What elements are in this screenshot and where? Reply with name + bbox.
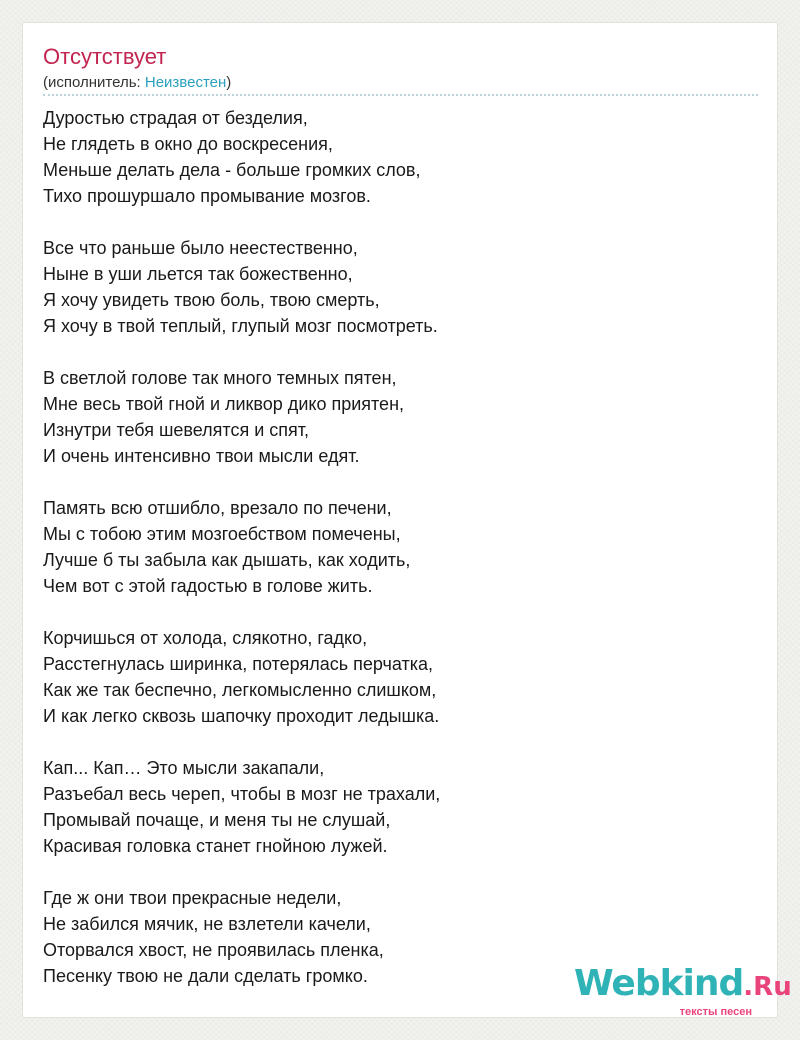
lyric-line: Не глядеть в окно до воскресения, [43,134,333,154]
lyric-line: Память всю отшибло, врезало по печени, [43,498,392,518]
lyric-line: Дуростью страдая от безделия, [43,108,308,128]
lyric-line: Все что раньше было неестественно, [43,238,358,258]
stanza [43,365,743,469]
lyrics-text [43,105,743,1015]
logo-tld: .Ru [743,972,792,1002]
artist-prefix: (исполнитель: [43,74,145,91]
logo-tagline: тексты песен [679,1006,752,1018]
lyric-line: Где ж они твои прекрасные недели, [43,888,342,908]
artist-link[interactable]: Неизвестен [144,74,227,91]
lyric-line: Как же так беспечно, легкомысленно слишком, [43,680,437,700]
lyric-line: И как легко сквозь шапочку проходит ледышка. [43,706,440,726]
lyric-line: Мне весь твой гной и ликвор дико приятен, [43,394,405,414]
lyric-line: Чем вот с этой гадостью в голове жить. [43,576,373,596]
artist-suffix: ) [226,74,232,91]
lyric-line: Я хочу увидеть твою боль, твою смерть, [43,290,380,310]
lyrics-card [22,22,778,1018]
stanza [43,755,743,859]
stanza [43,625,743,729]
song-title: Отсутствует [43,44,167,69]
lyric-line: Оторвался хвост, не проявилась пленка, [43,940,384,960]
lyric-line: Разъебал весь череп, чтобы в мозг не трахали, [43,784,441,804]
lyric-line: Промывай почаще, и меня ты не слушай, [43,810,391,830]
logo-main-text: Webkind [574,963,744,1004]
lyric-line: Я хочу в твой теплый, глупый мозг посмотреть. [43,316,438,336]
stanza [43,105,743,209]
logo-wordmark [574,963,792,1006]
lyric-line: В светлой голове так много темных пятен, [43,368,397,388]
lyric-line: Красивая головка станет гнойною лужей. [43,836,388,856]
lyric-line: Расстегнулась ширинка, потерялась перчатка, [43,654,434,674]
stanza [43,495,743,599]
lyric-line: Песенку твою не дали сделать громко. [43,966,368,986]
lyric-line: Кап... Кап… Это мысли закапали, [43,758,325,778]
lyric-line: И очень интенсивно твои мысли едят. [43,446,360,466]
lyric-line: Лучше б ты забыла как дышать, как ходить, [43,550,411,570]
lyric-line: Ныне в уши льется так божественно, [43,264,353,284]
stanza [43,235,743,339]
webkind-logo[interactable] [574,963,792,1018]
artist-line [43,73,231,93]
dotted-divider [43,94,758,96]
lyric-line: Тихо прошуршало промывание мозгов. [43,186,371,206]
lyric-line: Мы с тобою этим мозгоебством помечены, [43,524,401,544]
lyric-line: Не забился мячик, не взлетели качели, [43,914,371,934]
lyric-line: Изнутри тебя шевелятся и спят, [43,420,310,440]
lyric-line: Корчишься от холода, слякотно, гадко, [43,628,368,648]
lyric-line: Меньше делать дела - больше громких слов, [43,160,421,180]
